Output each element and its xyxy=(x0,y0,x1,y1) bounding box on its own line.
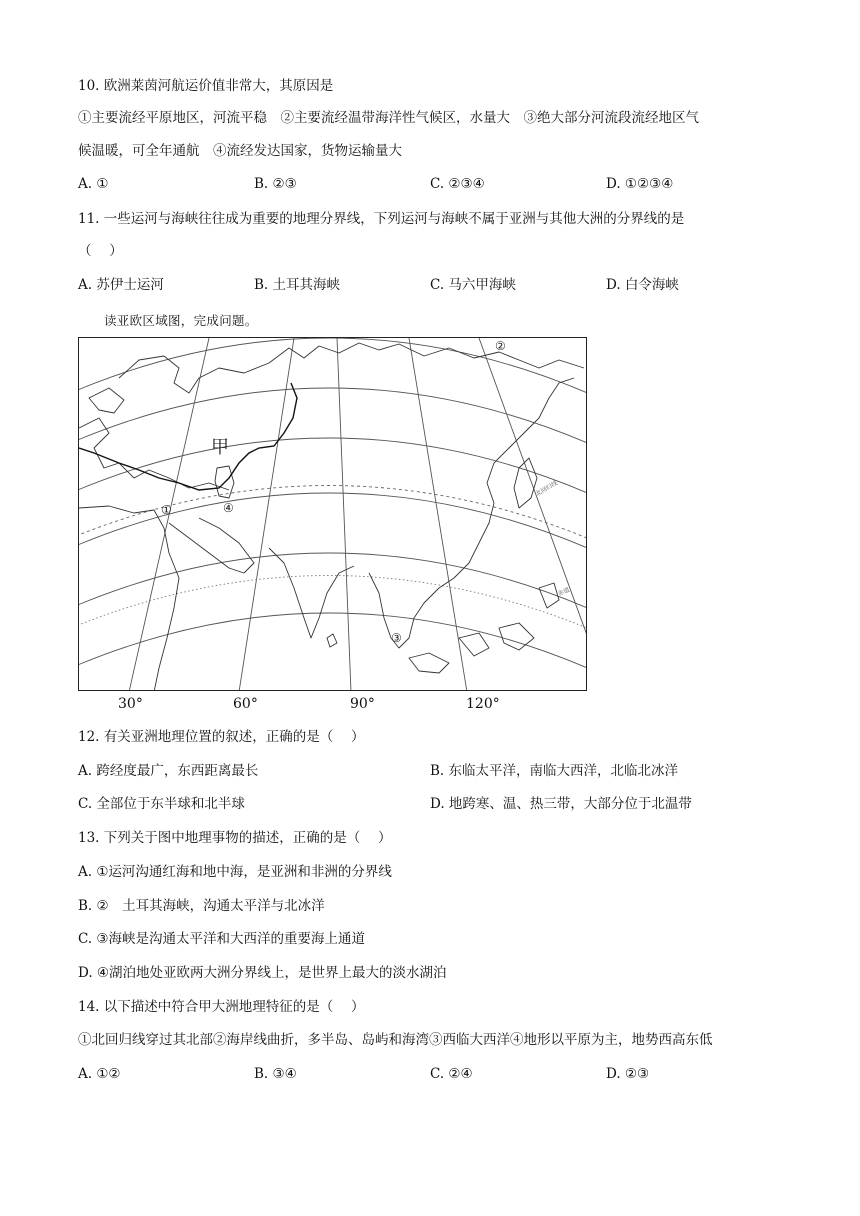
east-asia-coast xyxy=(494,378,574,463)
q12-option-a[interactable]: A. 跨经度最广，东西距离最长 xyxy=(78,763,259,779)
q10-option-c[interactable]: C. ②③④ xyxy=(430,176,485,192)
q11-stem: 11. 一些运河与海峡往往成为重要的地理分界线，下列运河与海峡不属于亚洲与其他大洲的分界线的是 xyxy=(78,211,685,227)
latitude-arc xyxy=(79,388,587,448)
q14-statement-line: ①北回归线穿过其北部②海岸线曲折，多半岛、岛屿和海湾③西临大西洋④地形以平原为主，地势西高东低 xyxy=(78,1032,713,1048)
q10-stem: 10. 欧洲莱茵河航运价值非常大，其原因是 xyxy=(78,78,334,94)
q13-option-b[interactable]: B. ② 土耳其海峡，沟通太平洋与北冰洋 xyxy=(78,898,325,914)
tropic-of-cancer-line xyxy=(79,486,587,544)
marker-3: ③ xyxy=(391,631,402,645)
marker-4: ④ xyxy=(223,501,234,515)
meridian-line xyxy=(337,338,351,691)
q11-option-a[interactable]: A. 苏伊士运河 xyxy=(78,277,164,293)
longitude-label-30: 30° xyxy=(118,696,143,712)
q11-option-b[interactable]: B. 土耳其海峡 xyxy=(254,277,341,293)
latitude-arc xyxy=(79,613,587,673)
q14-option-c[interactable]: C. ②④ xyxy=(430,1066,473,1082)
equator-label: 赤道 xyxy=(556,586,571,598)
equator-line xyxy=(79,576,587,634)
longitude-label-120: 120° xyxy=(466,696,500,712)
q12-option-c[interactable]: C. 全部位于东半球和北半球 xyxy=(78,796,245,812)
meridian-line xyxy=(409,338,467,691)
graticule xyxy=(79,338,587,691)
q13-stem: 13. 下列关于图中地理事物的描述，正确的是（ ） xyxy=(78,830,392,846)
q13-option-c[interactable]: C. ③海峡是沟通太平洋和大西洋的重要海上通道 xyxy=(78,931,366,947)
q14-option-b[interactable]: B. ③④ xyxy=(254,1066,297,1082)
q10-statement-line-2: 候温暖，可全年通航 ④流经发达国家，货物运输量大 xyxy=(78,143,402,159)
q13-option-d[interactable]: D. ④湖泊地处亚欧两大洲分界线上，是世界上最大的淡水湖泊 xyxy=(78,965,447,981)
q10-option-b[interactable]: B. ②③ xyxy=(254,176,297,192)
eurasia-map xyxy=(78,337,587,691)
coastlines xyxy=(79,343,584,691)
q14-stem: 14. 以下描述中符合甲大洲地理特征的是（ ） xyxy=(78,999,365,1015)
q10-statement-line-1: ①主要流经平原地区，河流平稳 ②主要流经温带海洋性气候区，水量大 ③绝大部分河流段流经地区气 xyxy=(78,110,699,126)
q12-stem: 12. 有关亚洲地理位置的叙述，正确的是（ ） xyxy=(78,729,365,745)
tropic-label: 北回归线 xyxy=(534,479,559,498)
india-coast xyxy=(269,548,354,638)
longitude-label-60: 60° xyxy=(233,696,258,712)
longitude-label-90: 90° xyxy=(350,696,375,712)
q11-option-d[interactable]: D. 白令海峡 xyxy=(606,277,679,293)
island-coast xyxy=(459,633,489,656)
island-coast xyxy=(327,634,337,647)
arctic-coast xyxy=(119,343,584,393)
q12-option-d[interactable]: D. 地跨寒、温、热三带，大部分位于北温带 xyxy=(430,796,692,812)
q11-answer-paren: （ ） xyxy=(78,243,123,259)
eurasia-map-svg xyxy=(79,338,587,691)
marker-2: ② xyxy=(495,339,506,353)
q10-option-d[interactable]: D. ①②③④ xyxy=(606,176,674,192)
map-intro: 读亚欧区域图，完成问题。 xyxy=(104,313,258,328)
q13-option-a[interactable]: A. ①运河沟通红海和地中海，是亚洲和非洲的分界线 xyxy=(78,864,392,880)
latitude-arc xyxy=(79,493,587,553)
continent-label-jia: 甲 xyxy=(211,437,229,458)
europe-asia-boundary xyxy=(79,383,297,490)
latitude-arc xyxy=(79,438,587,498)
meridian-line xyxy=(479,338,587,638)
q11-option-c[interactable]: C. 马六甲海峡 xyxy=(430,277,516,293)
britain-coast xyxy=(89,388,124,413)
q14-option-a[interactable]: A. ①② xyxy=(78,1066,121,1082)
q12-option-b[interactable]: B. 东临太平洋，南临大西洋，北临北冰洋 xyxy=(430,763,679,779)
marker-1: ① xyxy=(161,503,172,517)
q14-option-d[interactable]: D. ②③ xyxy=(606,1066,650,1082)
island-coast xyxy=(409,653,449,673)
q10-option-a[interactable]: A. ① xyxy=(78,176,109,192)
europe-south-coast xyxy=(79,418,229,490)
latitude-arc xyxy=(79,338,587,398)
